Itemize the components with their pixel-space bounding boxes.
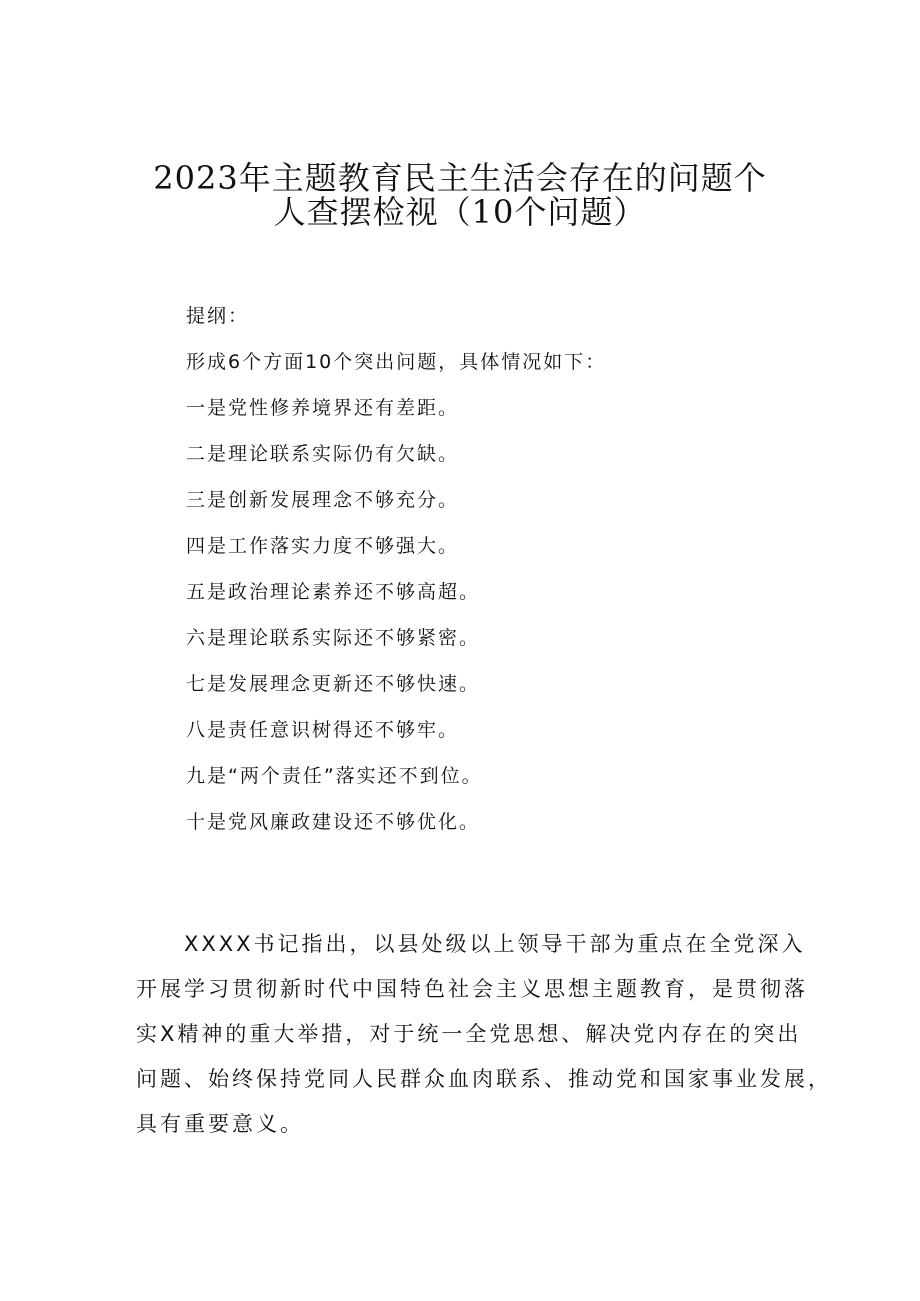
outline-label: 提纲： bbox=[186, 305, 250, 327]
outline-item-7: 七是发展理念更新还不够快速。 bbox=[186, 673, 481, 695]
paragraph-line-3: 实X精神的重大举措，对于统一全党思想、解决党内存在的突出 bbox=[136, 1022, 802, 1046]
outline-item-9: 九是“两个责任”落实还不到位。 bbox=[186, 765, 483, 787]
outline-item-10: 十是党风廉政建设还不够优化。 bbox=[186, 811, 481, 833]
outline-item-1: 一是党性修养境界还有差距。 bbox=[186, 397, 460, 419]
paragraph-line-5: 具有重要意义。 bbox=[136, 1112, 304, 1136]
document-title-line-1: 2023年主题教育民主生活会存在的问题个 bbox=[153, 159, 767, 197]
outline-section bbox=[186, 300, 606, 852]
paragraph-line-1: XXXX书记指出，以县处级以上领导干部为重点在全党深入 bbox=[184, 932, 806, 956]
body-paragraph bbox=[136, 922, 832, 1147]
outline-item-5: 五是政治理论素养还不够高超。 bbox=[186, 581, 481, 603]
document-title-line-2: 人查摆检视（10个问题） bbox=[273, 193, 647, 231]
outline-item-3: 三是创新发展理念不够充分。 bbox=[186, 489, 460, 511]
paragraph-line-2: 开展学习贯彻新时代中国特色社会主义思想主题教育，是贯彻落 bbox=[136, 977, 808, 1001]
paragraph-line-4: 问题、始终保持党同人民群众血肉联系、推动党和国家事业发展， bbox=[136, 1067, 832, 1091]
outline-item-4: 四是工作落实力度不够强大。 bbox=[186, 535, 460, 557]
outline-item-2: 二是理论联系实际仍有欠缺。 bbox=[186, 443, 460, 465]
outline-intro: 形成6个方面10个突出问题，具体情况如下： bbox=[186, 351, 607, 373]
outline-item-8: 八是责任意识树得还不够牢。 bbox=[186, 719, 460, 741]
outline-item-6: 六是理论联系实际还不够紧密。 bbox=[186, 627, 481, 649]
